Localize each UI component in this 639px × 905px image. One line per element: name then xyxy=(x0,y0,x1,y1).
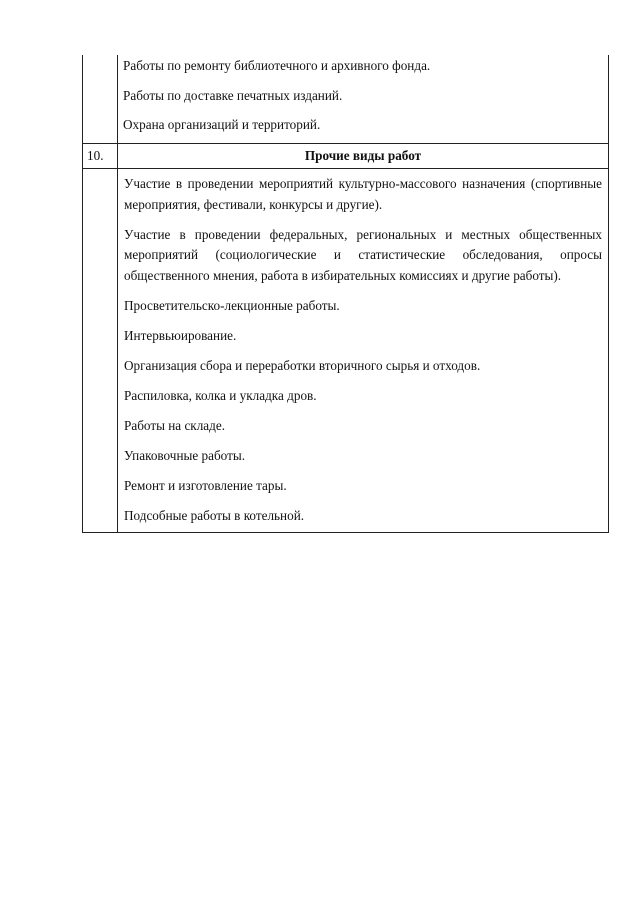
list-item: Просветительско-лекционные работы. xyxy=(124,297,340,313)
work-types-table xyxy=(82,55,609,533)
list-item: Упаковочные работы. xyxy=(124,447,246,463)
continuation-item: Работы по ремонту библиотечного и архивного фонда. xyxy=(123,58,431,73)
list-item: Ремонт и изготовление тары. xyxy=(124,477,287,493)
list-item: Работы на складе. xyxy=(124,417,225,433)
section-header-row xyxy=(83,143,608,169)
continuation-rows xyxy=(83,55,608,143)
list-item: Подсобные работы в котельной. xyxy=(124,507,305,523)
list-item: Участие в проведении мероприятий культурно-массового назначения (спортивные мероприятия, фестивали, конкурсы и другие). xyxy=(124,176,602,212)
list-item: Интервьюирование. xyxy=(124,327,237,343)
section-number: 10. xyxy=(87,148,104,163)
list-item: Распиловка, колка и укладка дров. xyxy=(124,387,317,403)
list-item: Участие в проведении федеральных, региональных и местных общественных мероприятий (социологические и статистические обследования, опросы общественного мнения, работа в избирательных комиссиях и другие работы). xyxy=(124,226,602,283)
section-items xyxy=(83,169,608,532)
continuation-item: Работы по доставке печатных изданий. xyxy=(123,87,343,103)
continuation-item: Охрана организаций и территорий. xyxy=(123,117,321,132)
list-item: Организация сбора и переработки вторичного сырья и отходов. xyxy=(124,357,481,373)
section-title: Прочие виды работ xyxy=(304,148,422,163)
